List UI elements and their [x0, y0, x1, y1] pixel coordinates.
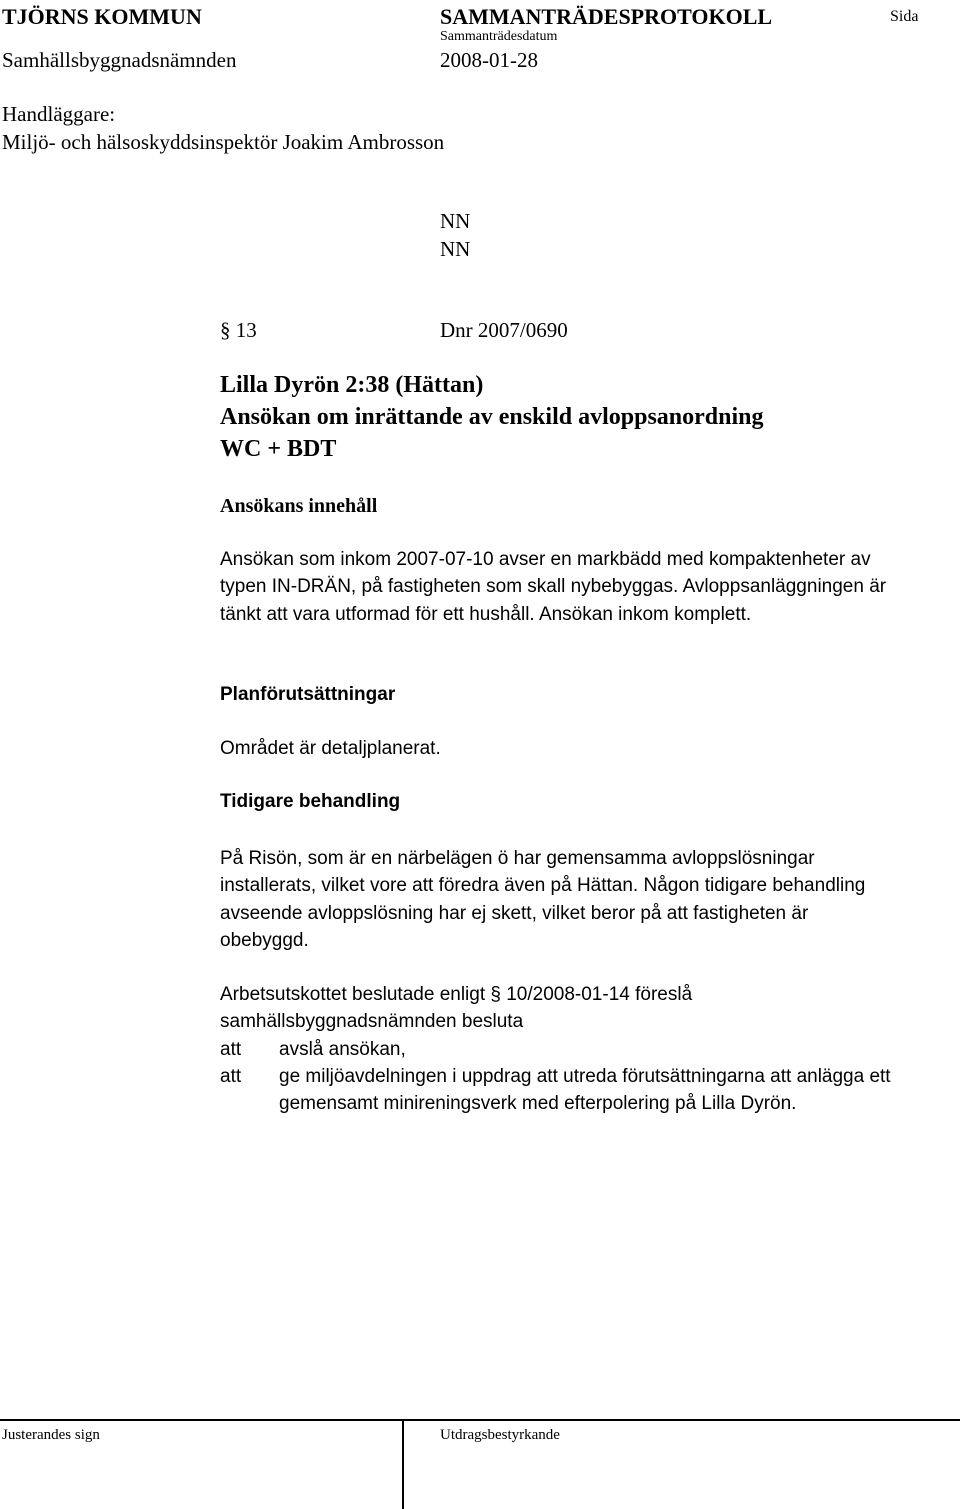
- committee-text: Arbetsutskottet beslutade enligt § 10/2008-01-14 föreslå samhällsbyggnadsnämnden besluta: [220, 984, 693, 1033]
- application-text: Ansökan som inkom 2007-07-10 avser en markbädd med kompaktenheter av typen IN-DRÄN, på fastigheten som skall nybebyggas. Avloppsanläggningen är tänkt att vara utformad för ett hushåll. Ansökan inkom komplett.: [220, 549, 887, 625]
- application-heading: Ansökans innehåll: [220, 495, 378, 517]
- decision-text: ge miljöavdelningen i uppdrag att utreda förutsättningarna att anlägga ett gemensamt minireningsverk med efterpolering på Lilla Dyrön.: [279, 1066, 891, 1115]
- previous-text: På Risön, som är en närbelägen ö har gemensamma avloppslösningar installerats, vilket vore att föredra även på Hättan. Någon tidigare behandling avseende avloppslösning har ej skett, vilket beror på att fastigheten är obebyggd.: [220, 848, 866, 951]
- meeting-date: 2008-01-28: [440, 48, 538, 72]
- footer-rule: [0, 1419, 960, 1421]
- recipient: NN: [440, 237, 471, 261]
- paragraph-number: § 13: [220, 318, 257, 342]
- meeting-date-label: Sammanträdesdatum: [440, 29, 558, 44]
- case-title-line: Ansökan om inrättande av enskild avloppsanordning: [220, 404, 764, 430]
- protocol-title: SAMMANTRÄDESPROTOKOLL: [440, 4, 773, 29]
- plan-heading: Planförutsättningar: [220, 684, 396, 705]
- recipient: NN: [440, 209, 471, 233]
- handler-label: Handläggare:: [2, 102, 116, 126]
- municipality-name: TJÖRNS KOMMUN: [2, 4, 202, 29]
- decision-text: avslå ansökan,: [279, 1039, 406, 1060]
- plan-text: Området är detaljplanerat.: [220, 738, 441, 759]
- case-dnr: Dnr 2007/0690: [440, 318, 568, 342]
- previous-heading: Tidigare behandling: [220, 791, 401, 812]
- handler-name: Miljö- och hälsoskyddsinspektör Joakim Ambrosson: [2, 130, 445, 154]
- footer-divider: [402, 1419, 404, 1509]
- page-label: Sida: [890, 8, 919, 25]
- case-title-line: Lilla Dyrön 2:38 (Hättan): [220, 372, 484, 398]
- decision-marker: att: [220, 1039, 242, 1060]
- sign-label: Justerandes sign: [2, 1427, 100, 1443]
- committee-name: Samhällsbyggnadsnämnden: [2, 48, 237, 72]
- case-title-line: WC + BDT: [220, 436, 337, 462]
- extract-label: Utdragsbestyrkande: [440, 1427, 560, 1443]
- decision-marker: att: [220, 1066, 242, 1087]
- case-title: [220, 369, 764, 465]
